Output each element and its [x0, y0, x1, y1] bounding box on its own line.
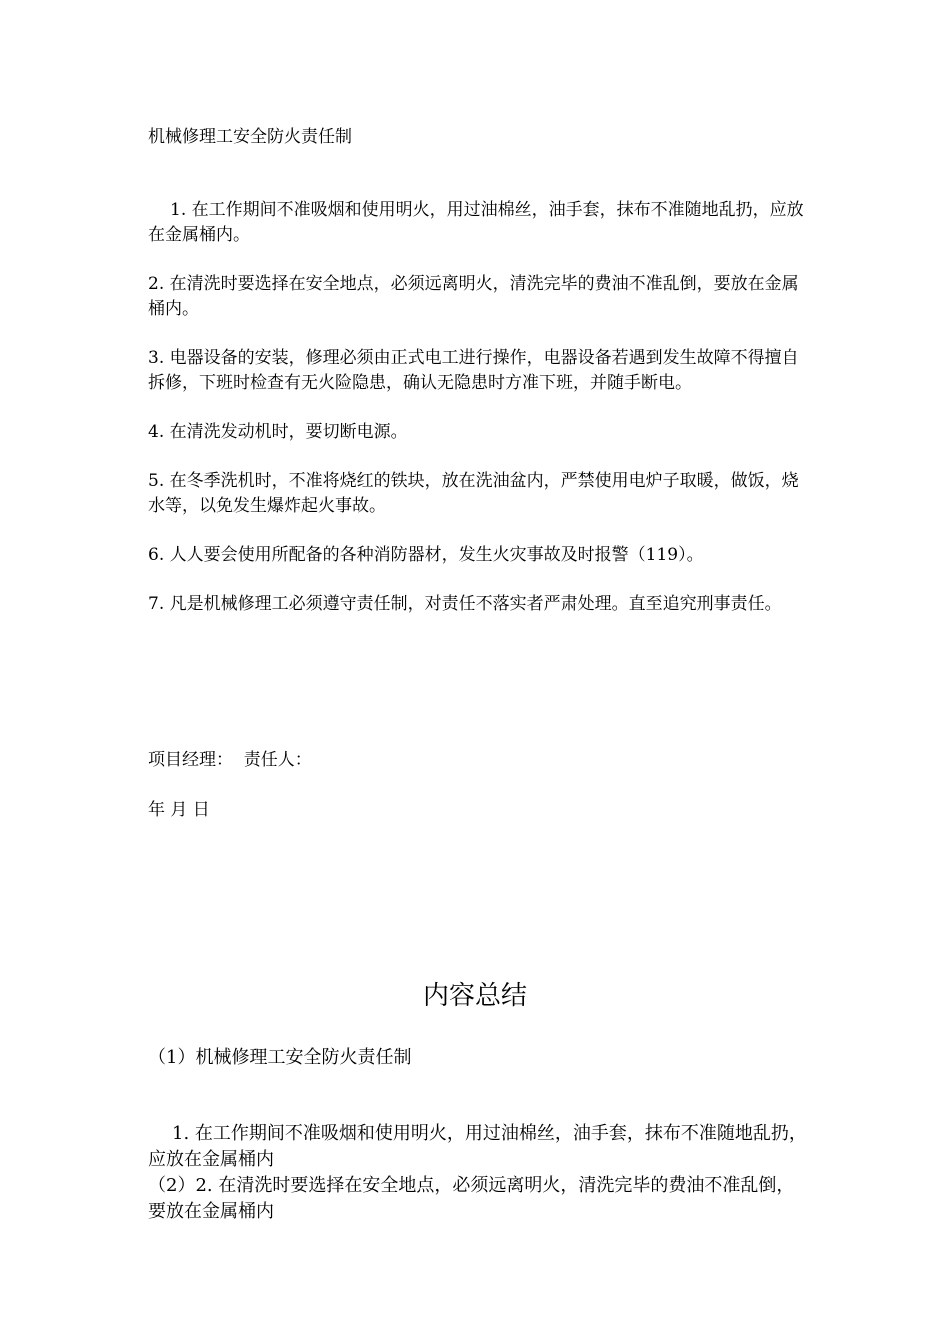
- rule-item: 6. 人人要会使用所配备的各种消防器材，发生火灾事故及时报警（119）。: [148, 545, 704, 565]
- rule-item: 5. 在冬季洗机时，不准将烧红的铁块，放在洗油盆内，严禁使用电炉子取暖，做饭，烧水等，以免发生爆炸起火事故。: [148, 471, 799, 516]
- rule-item: 1. 在工作期间不准吸烟和使用明火，用过油棉丝，油手套，抹布不准随地乱扔，应放在金属桶内。: [148, 200, 804, 245]
- rule-item: 3. 电器设备的安装，修理必须由正式电工进行操作，电器设备若遇到发生故障不得擅自拆修，下班时检查有无火险隐患，确认无隐患时方准下班，并随手断电。: [148, 348, 799, 393]
- date-line: 年 月 日: [148, 800, 210, 820]
- rule-item: 7. 凡是机械修理工必须遵守责任制，对责任不落实者严肃处理。直至追究刑事责任。: [148, 594, 782, 614]
- rules-list: [148, 198, 808, 641]
- summary-subheading: （1）机械修理工安全防火责任制: [148, 1047, 412, 1068]
- summary-paragraph: （2）2. 在清洗时要选择在安全地点，必须远离明火，清洗完毕的费油不准乱倒，要放在金属桶内: [148, 1175, 795, 1222]
- document-title: 机械修理工安全防火责任制: [148, 127, 352, 147]
- rule-item: 4. 在清洗发动机时，要切断电源。: [148, 422, 408, 442]
- rule-item: 2. 在清洗时要选择在安全地点，必须远离明火，清洗完毕的费油不准乱倒，要放在金属桶内。: [148, 274, 799, 319]
- signature-line: 项目经理： 责任人：: [148, 750, 312, 770]
- summary-heading: 内容总结: [422, 981, 527, 1011]
- summary-paragraph: 1. 在工作期间不准吸烟和使用明火，用过油棉丝，油手套，抹布不准随地乱扔，应放在金属桶内: [148, 1123, 807, 1170]
- summary-body: [148, 1121, 808, 1225]
